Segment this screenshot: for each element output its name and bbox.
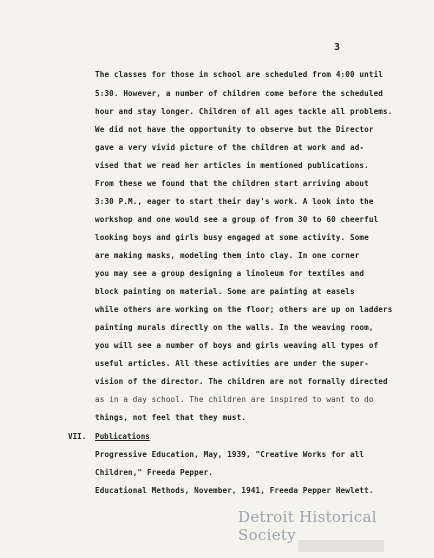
citation-line: Progressive Education, May, 1939, "Creative Works for all: [95, 450, 365, 459]
section-title: Publications: [95, 432, 150, 441]
text-line: as in a day school. The children are inspired to want to do: [95, 395, 374, 404]
text-line: while others are working on the floor; others are up on ladders: [95, 305, 393, 314]
text-line: painting murals directly on the walls. In the weaving room,: [95, 323, 374, 332]
text-line: you may see a group designing a linoleum for textiles and: [95, 269, 365, 278]
text-line: workshop and one would see a group of from 30 to 60 cheerful: [95, 215, 379, 224]
text-line: The classes for those in school are scheduled from 4:00 until: [95, 70, 384, 79]
faded-stamp: [298, 540, 384, 552]
citation-line: Children," Freeda Pepper.: [95, 468, 214, 477]
text-line: looking boys and girls busy engaged at some activity. Some: [95, 233, 369, 242]
text-line: block painting on material. Some are painting at easels: [95, 287, 355, 296]
watermark: Detroit Historical Society: [238, 508, 377, 544]
text-line: are making masks, modeling them into clay. In one corner: [95, 251, 360, 260]
text-line: you will see a number of boys and girls weaving all types of: [95, 341, 379, 350]
text-line: From these we found that the children start arriving about: [95, 179, 369, 188]
section-number: VII.: [68, 432, 87, 441]
text-line: gave a very vivid picture of the children at work and ad-: [95, 143, 365, 152]
citation-line: Educational Methods, November, 1941, Freeda Pepper Hewlett.: [95, 486, 374, 495]
text-line: 3:30 P.M., eager to start their day's work. A look into the: [95, 197, 374, 206]
text-line: things, not feel that they must.: [95, 413, 247, 422]
text-line: useful articles. All these activities are under the super-: [95, 359, 369, 368]
text-line: vised that we read her articles in mentioned publications.: [95, 161, 369, 170]
text-line: 5:30. However, a number of children come before the scheduled: [95, 89, 384, 98]
text-line: vision of the director. The children are not formally directed: [95, 377, 388, 386]
page-number: 3: [334, 42, 341, 53]
text-line: We did not have the opportunity to observe but the Director: [95, 125, 374, 134]
text-line: hour and stay longer. Children of all ages tackle all problems.: [95, 107, 393, 116]
